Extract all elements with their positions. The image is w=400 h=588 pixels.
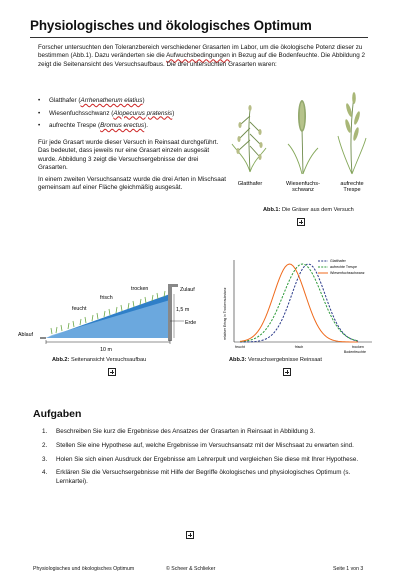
x-tick-label: trocken — [352, 345, 364, 349]
task-item: 3. Holen Sie sich einen Ausdruck der Ergebnisse am Lehrerpult und vergleichen Sie diese mit Ihrer Hypothese. — [42, 455, 359, 463]
mischsaat-paragraph: In einem zweiten Versuchsansatz wurde die drei Arten in Mischsaat gemeinsam auf einer Fläche gleichmäßig ausgesät. — [38, 176, 226, 192]
tasks-heading: Aufgaben — [33, 408, 82, 420]
fig2-label-trocken: trocken — [131, 286, 149, 292]
legend-label: Glatthafer — [330, 259, 346, 264]
legend-label: Wiesenfuchsschwanz — [330, 271, 365, 276]
fig2-label-erde: Erde — [185, 320, 197, 326]
fig2-label-feucht: feucht — [72, 306, 87, 312]
page-title: Physiologisches und ökologisches Optimum — [30, 18, 312, 33]
intro-paragraph — [38, 44, 369, 69]
reinsaat-paragraph: Für jede Grasart wurde dieser Versuch in Reinsaat durchgeführt. Das bedeutet, dass jeweils nur eine Grasart einzeln ausgesät wurde. Abbildung 3 zeigt die Versuchsergebnisse der drei Grasarten. — [38, 139, 219, 172]
task-item: 1. Beschreiben Sie kurz die Ergebnisse des Ansatzes der Grasarten in Reinsaat in Abbildung 3. — [42, 428, 316, 435]
intro-text-end: in Bezug auf die Bodenfeuchte. Die Abbildung 2 zeigt die Seitenansicht des Versuchsaufbaus. Die drei untersuchten Grasarten waren: — [38, 52, 365, 68]
fig2-caption: Abb.2: Seitenansicht Versuchsaufbau — [52, 357, 147, 363]
fig1-label-wiesenfuchsschwanz: Wiesenfuchs-schwanz — [286, 181, 320, 194]
grasses-illustration — [226, 88, 376, 206]
task-item: 2. Stellen Sie eine Hypothese auf, welche Ergebnisse im Versuchsansatz mit der Mischsaat zu erwarten sind. — [42, 441, 354, 449]
footer-page: Seite 1 von 3 — [333, 566, 364, 572]
y-axis-label: relativer Ertrag in Trockensubstanz — [223, 287, 227, 340]
zulauf-pipe — [168, 286, 172, 341]
fig3-caption: Abb.3: Versuchsergebnisse Reinsaat — [229, 357, 322, 363]
x-tick-label: feucht — [235, 345, 245, 349]
footer-copyright: © Scheer & Schlieker — [166, 566, 216, 572]
fig2-label-frisch: frisch — [100, 295, 113, 301]
species-item: • aufrechte Trespe (Bromus erectus). — [38, 122, 149, 130]
wiesenfuchsschwanz-drawing — [288, 100, 318, 174]
legend-label: aufrechte Trespe — [330, 265, 357, 270]
expand-fig2-icon[interactable] — [108, 368, 116, 376]
species-list — [38, 97, 228, 135]
x-axis-label: Bodenfeuchte — [343, 350, 366, 354]
setup-diagram — [18, 278, 208, 360]
x-tick-label: frisch — [294, 345, 304, 349]
fig1-caption: Abb.1: Die Gräser aus dem Versuch — [263, 207, 354, 213]
fig2-label-zulauf: Zulauf — [180, 287, 195, 293]
footer-title: Physiologisches und ökologisches Optimum — [33, 566, 135, 572]
fig1-label-glatthafer: Glatthafer — [237, 181, 263, 187]
trespe-drawing — [338, 92, 366, 174]
fig1-label-trespe: aufrechte Trespe — [340, 181, 364, 194]
expand-tasks-icon[interactable] — [186, 531, 194, 539]
fig2-label-height: 1,5 m — [176, 307, 190, 313]
intro-text-start: Forscher untersuchten den Toleranzbereich verschiedener Grasarten im Labor, um die ökologische Potenz dieser zu bestimmen (Abb.1). Dazu veränderten sie die — [38, 44, 363, 60]
species-item: • Glatthafer (Arrhenatherum elatius) — [38, 97, 145, 104]
fig2-label-length: 10 m — [100, 347, 112, 353]
species-item: • Wiesenfuchsschwanz (Alopecurus pratensis) — [38, 109, 175, 117]
task-item: 4. Erklären Sie die Versuchsergebnisse mit Hilfe der Begriffe ökologisches und physiologisches Optimum (s. Lernkartei). — [42, 469, 351, 485]
results-chart — [218, 256, 376, 356]
expand-fig3-icon[interactable] — [283, 368, 291, 376]
glatthafer-drawing — [232, 105, 266, 172]
marked-word: Aufwuchsbedingungen — [166, 52, 230, 60]
fig2-label-ablauf: Ablauf — [18, 332, 34, 338]
expand-fig1-icon[interactable] — [297, 218, 305, 226]
task-list — [42, 428, 362, 491]
title-rule — [30, 37, 368, 38]
